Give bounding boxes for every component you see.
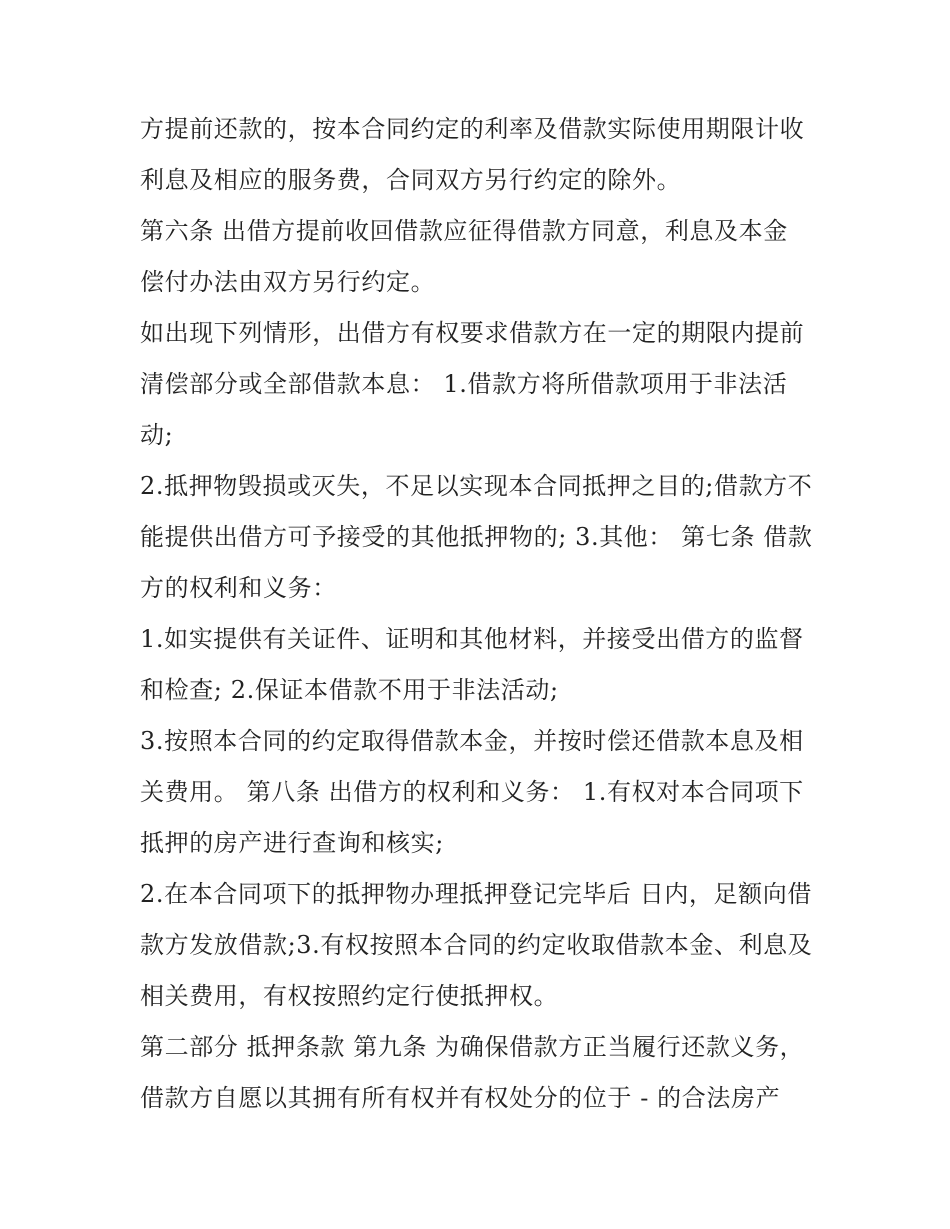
text-line: 和检查; 2.保证本借款不用于非法活动;	[140, 676, 559, 704]
text-line: 3.按照本合同的约定取得借款本金，并按时偿还借款本息及相	[140, 727, 804, 755]
text-line: 抵押的房产进行查询和核实;	[140, 829, 444, 857]
text-line: 方提前还款的，按本合同约定的利率及借款实际使用期限计收	[140, 115, 805, 143]
text-line: 第六条 出借方提前收回借款应征得借款方同意，利息及本金	[140, 217, 788, 245]
text-line: 相关费用，有权按照约定行使抵押权。	[140, 982, 559, 1010]
text-line: 能提供出借方可予接受的其他抵押物的; 3.其他： 第七条 借款	[140, 523, 813, 551]
text-line: 清偿部分或全部借款本息： 1.借款方将所借款项用于非法活	[140, 370, 788, 398]
text-line: 款方发放借款;3.有权按照本合同的约定收取借款本金、利息及	[140, 931, 813, 959]
text-line: 如出现下列情形，出借方有权要求借款方在一定的期限内提前	[140, 319, 805, 347]
text-line: 偿付办法由双方另行约定。	[140, 268, 436, 296]
text-line: 利息及相应的服务费，合同双方另行约定的除外。	[140, 166, 682, 194]
text-line: 方的权利和义务：	[140, 574, 337, 602]
text-line: 第二部分 抵押条款 第九条 为确保借款方正当履行还款义务，	[140, 1033, 805, 1061]
document-body	[140, 104, 820, 1124]
text-line: 2.在本合同项下的抵押物办理抵押登记完毕后 日内，足额向借	[140, 880, 812, 908]
text-line: 借款方自愿以其拥有所有权并有权处分的位于 - 的合法房产	[140, 1084, 781, 1112]
text-line: 动;	[140, 421, 174, 449]
text-line: 2.抵押物毁损或灭失，不足以实现本合同抵押之目的;借款方不	[140, 472, 813, 500]
text-line: 关费用。 第八条 出借方的权利和义务： 1.有权对本合同项下	[140, 778, 804, 806]
text-line: 1.如实提供有关证件、证明和其他材料，并接受出借方的监督	[140, 625, 804, 653]
